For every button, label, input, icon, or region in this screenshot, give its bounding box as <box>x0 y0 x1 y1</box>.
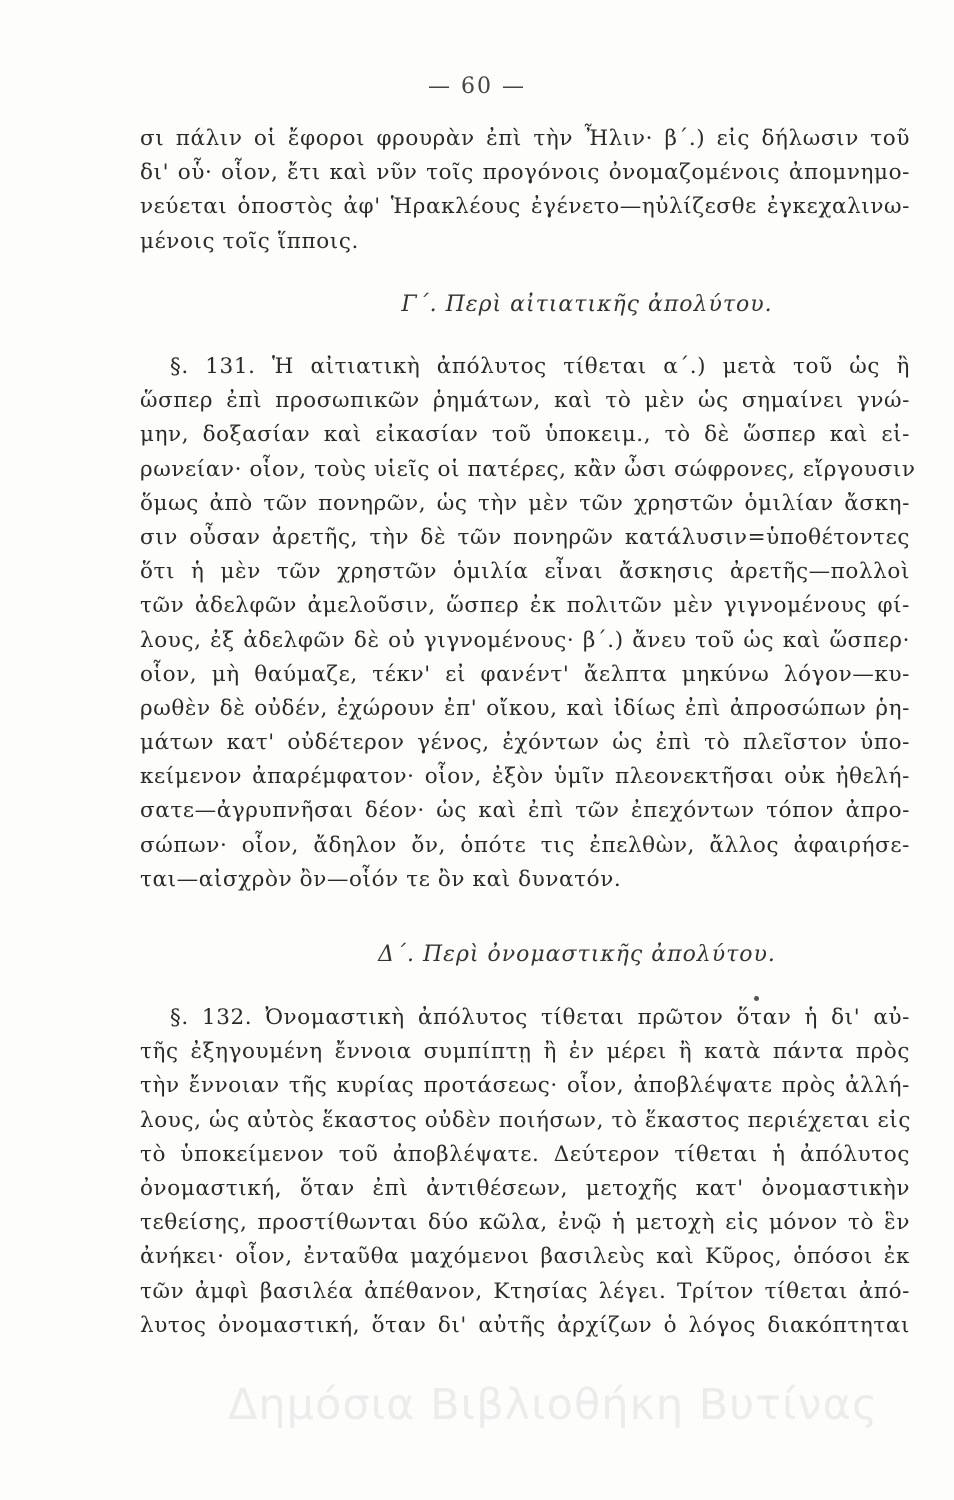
text-line: οἷον, μὴ θαύμαζε, τέκν' εἰ φανέντ' ἄελπτα μηκύνω λόγον—κυ- <box>140 661 910 687</box>
text-line: ὀνομαστική, ὅταν ἐπὶ ἀντιθέσεων, μετοχῆς κατ' ὀνομαστικὴν <box>140 1175 910 1201</box>
library-watermark: Δημόσια Βιβλιοθήκη Βυτίνας <box>228 1380 879 1430</box>
paragraph-131 <box>140 350 916 897</box>
text-line: νεύεται ὁποστὸς ἀφ' Ἡρακλέους ἐγένετο—ηὐλίζεσθε ἐγκεχαλινω- <box>140 194 910 220</box>
text-line: σι πάλιν οἱ ἔφοροι φρουρὰν ἐπὶ τὴν Ἦλιν· β΄.) εἰς δήλωσιν τοῦ <box>140 126 910 151</box>
text-line: ὅτι ἡ μὲν τῶν χρηστῶν ὁμιλία εἶναι ἄσκησις ἀρετῆς—πολλοὶ <box>140 559 910 585</box>
text-line: τὸ ὑποκείμενον τοῦ ἀποβλέψατε. Δεύτερον τίθεται ἡ ἀπόλυτος <box>140 1141 910 1167</box>
text-line: κείμενον ἀπαρέμφατον· οἷον, ἐξὸν ὑμῖν πλεονεκτῆσαι οὐκ ἠθελή- <box>140 764 910 790</box>
paragraph-continuation <box>140 122 910 259</box>
text-line: τεθείσης, προστίθωνται δύο κῶλα, ἐνῷ ἡ μετοχὴ εἰς μόνον τὸ ἓν <box>140 1210 910 1236</box>
text-line: λους, ἐξ ἀδελφῶν δὲ οὐ γιγνομένους· β΄.) ἄνευ τοῦ ὡς καὶ ὥσπερ· <box>140 627 910 653</box>
text-line: σατε—ἀγρυπνῆσαι δέον· ὡς καὶ ἐπὶ τῶν ἐπεχόντων τόπον ἀπρο- <box>140 798 910 824</box>
text-line: ρωνείαν· οἷον, τοὺς υἱεῖς οἱ πατέρες, κἂν ὦσι σώφρονες, εἴργουσιν <box>140 456 916 482</box>
paragraph-132 <box>140 1001 910 1343</box>
text-line: σιν οὖσαν ἀρετῆς, τὴν δὲ τῶν πονηρῶν κατάλυσιν=ὑποθέτοντες <box>140 524 910 550</box>
section-heading-nominative: Δ΄. Περὶ ὀνομαστικῆς ἀπολύτου. <box>378 942 776 967</box>
text-line: §. 132. Ὀνομαστικὴ ἀπόλυτος τίθεται πρῶτον ὅταν ἡ δι' αὐ- <box>170 1005 910 1030</box>
text-line: λους, ὡς αὐτὸς ἕκαστος οὐδὲν ποιήσων, τὸ ἕκαστος περιέχεται εἰς <box>140 1107 911 1133</box>
text-line: τῶν ἀδελφῶν ἀμελοῦσιν, ὥσπερ ἐκ πολιτῶν μὲν γιγνομένους φί- <box>140 593 910 619</box>
text-line: μάτων κατ' οὐδέτερον γένος, ἐχόντων ὡς ἐπὶ τὸ πλεῖστον ὑπο- <box>140 730 910 756</box>
section-heading-accusative: Γ΄. Περὶ αἰτιατικῆς ἀπολύτου. <box>401 292 773 317</box>
text-line: ὥσπερ ἐπὶ προσωπικῶν ῥημάτων, καὶ τὸ μὲν ὡς σημαίνει γνώ- <box>140 388 910 414</box>
text-line: τῶν ἀμφὶ βασιλέα ἀπέθανον, Κτησίας λέγει. Τρίτον τίθεται ἀπό- <box>140 1278 910 1304</box>
text-line: λυτος ὀνομαστική, ὅταν δι' αὐτῆς ἀρχίζων ὁ λόγος διακόπτηται <box>140 1312 910 1338</box>
text-line: μένοις τοῖς ἵπποις. <box>140 228 359 254</box>
text-line: §. 131. Ἡ αἰτιατικὴ ἀπόλυτος τίθεται α΄.) μετὰ τοῦ ὡς ἢ <box>170 354 910 379</box>
text-line: σώπων· οἷον, ἄδηλον ὄν, ὁπότε τις ἐπελθὼν, ἄλλος ἀφαιρήσε- <box>140 832 910 858</box>
text-line: τῆς ἐξηγουμένη ἔννοια συμπίπτῃ ἢ ἐν μέρει ἢ κατὰ πάντα πρὸς <box>140 1039 910 1065</box>
text-line: ὅμως ἀπὸ τῶν πονηρῶν, ὡς τὴν μὲν τῶν χρηστῶν ὁμιλίαν ἄσκη- <box>140 490 910 516</box>
text-line: ρωθὲν δὲ οὐδέν, ἐχώρουν ἐπ' οἴκου, καὶ ἰδίως ἐπὶ ἀπροσώπων ῥη- <box>140 695 910 721</box>
text-line: ἀνήκει· οἷον, ἐνταῦθα μαχόμενοι βασιλεὺς καὶ Κῦρος, ὁπόσοι ἐκ <box>140 1244 910 1270</box>
text-line: μην, δοξασίαν καὶ εἰκασίαν τοῦ ὑποκειμ., τὸ δὲ ὥσπερ καὶ εἰ- <box>140 422 910 448</box>
text-line: τὴν ἔννοιαν τῆς κυρίας προτάσεως· οἷον, ἀποβλέψατε πρὸς ἀλλή- <box>140 1073 910 1099</box>
text-line: ται—αἰσχρὸν ὂν—οἷόν τε ὂν καὶ δυνατόν. <box>140 866 622 892</box>
page-number: — 60 — <box>428 74 526 99</box>
text-line: δι' οὗ· οἷον, ἔτι καὶ νῦν τοῖς προγόνοις ὀνομαζομένοις ἀπομνημο- <box>140 160 910 186</box>
